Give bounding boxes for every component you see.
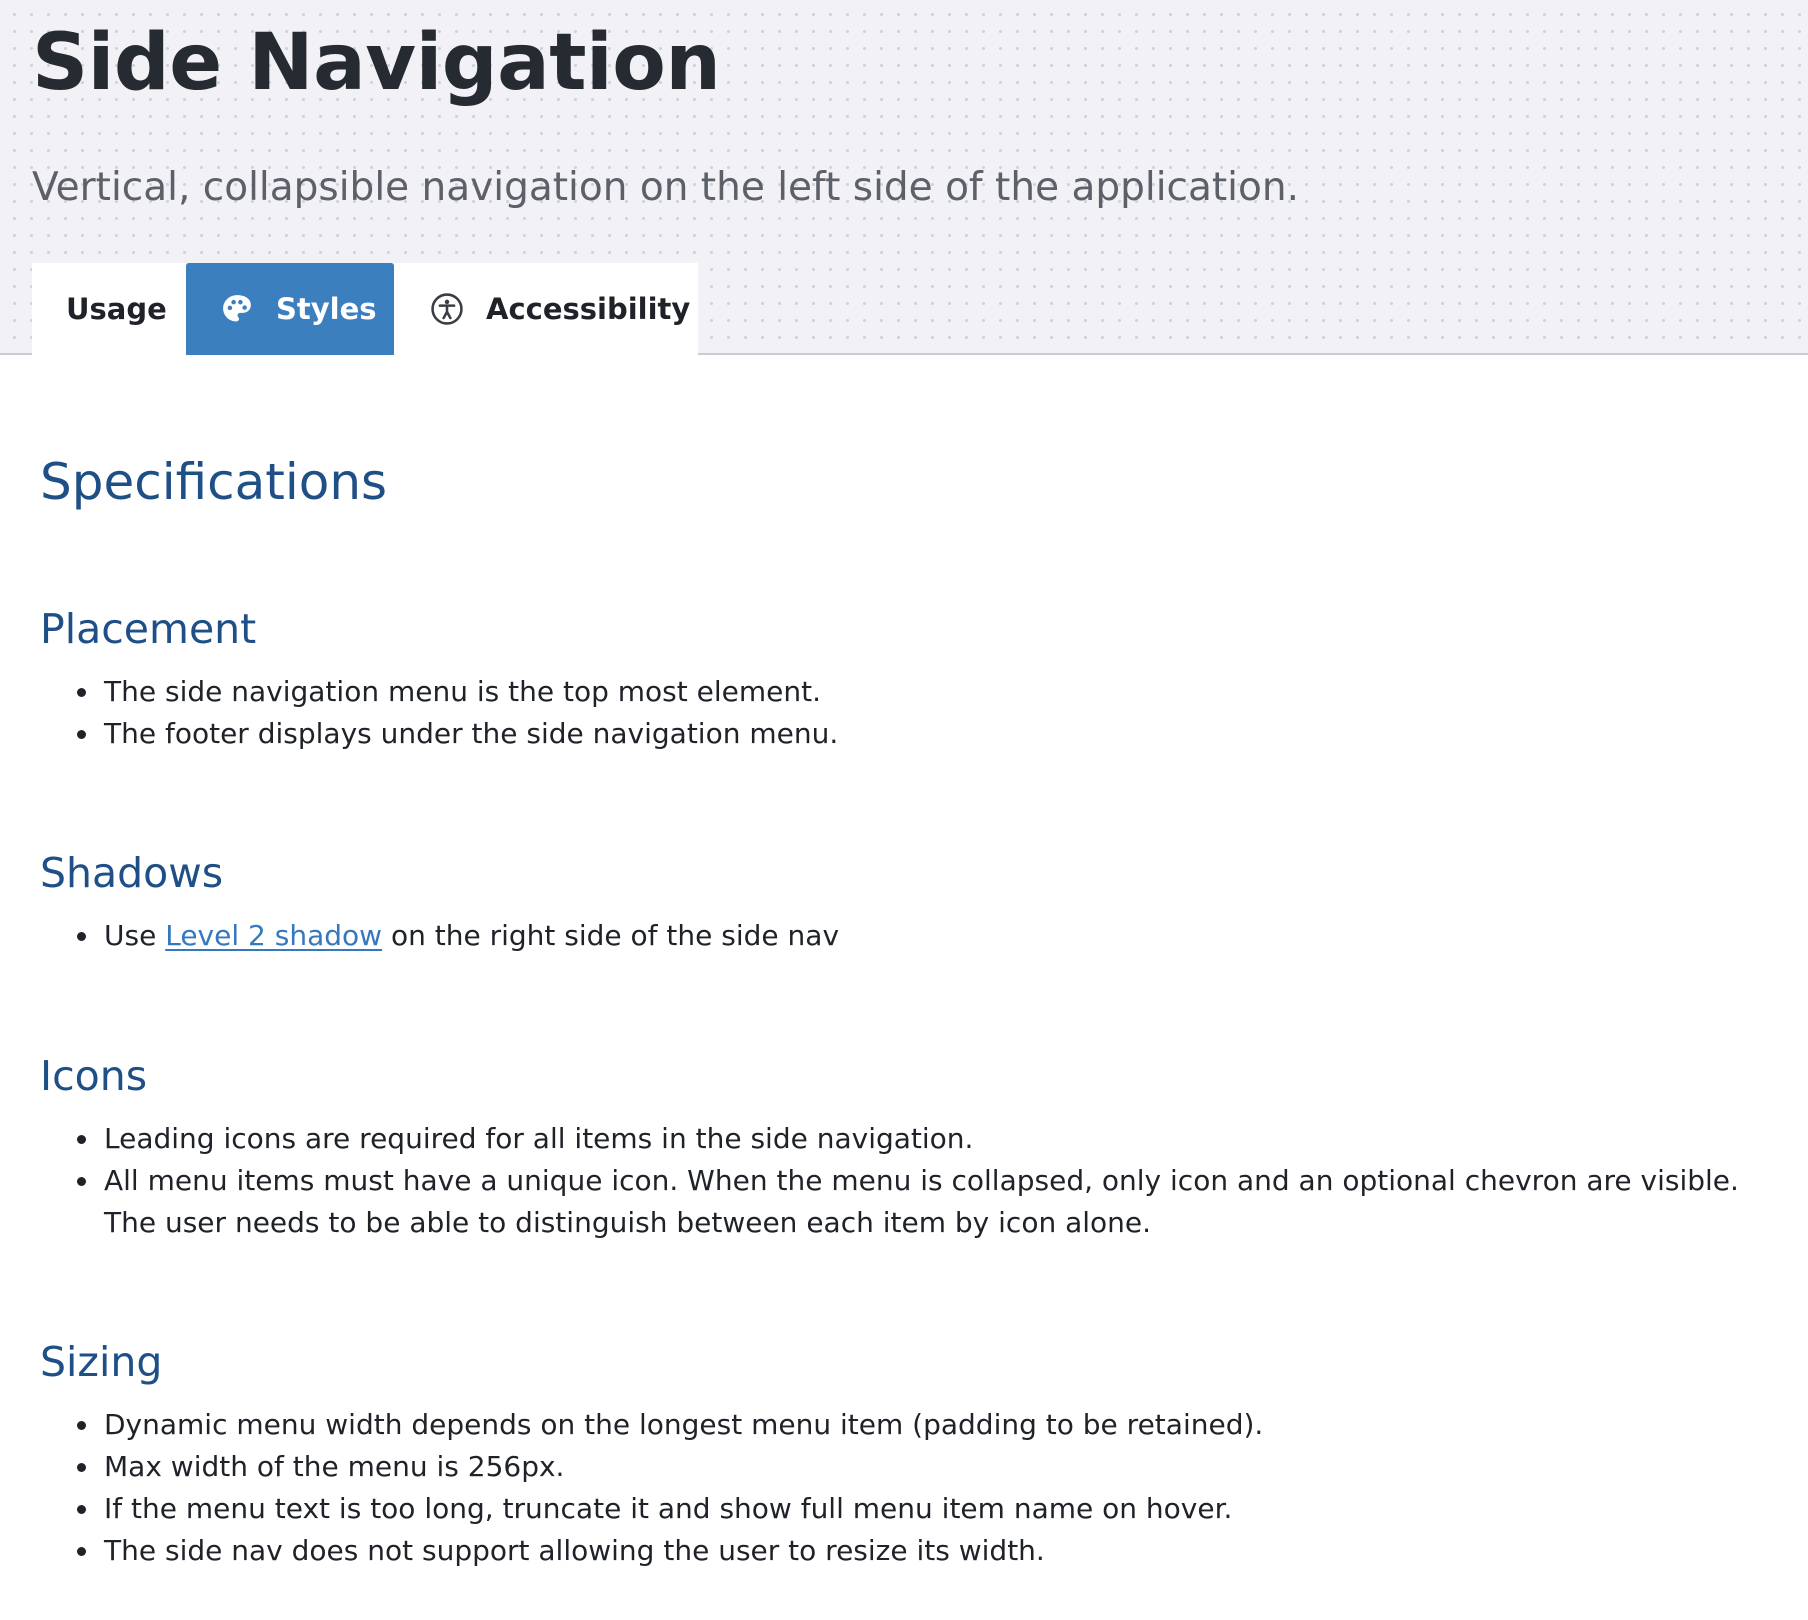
list-item: Leading icons are required for all items in the side navigation.	[40, 1118, 1780, 1160]
sizing-heading: Sizing	[40, 1338, 163, 1386]
placement-heading: Placement	[40, 605, 257, 653]
page-header	[0, 0, 1808, 355]
list-item	[40, 915, 1780, 957]
specifications-heading: Specifications	[40, 453, 388, 511]
shadows-text-prefix: Use	[104, 919, 166, 952]
list-item: The side navigation menu is the top most element.	[40, 671, 1780, 713]
tab-usage[interactable]	[32, 263, 186, 355]
list-item: Dynamic menu width depends on the longest menu item (padding to be retained).	[40, 1404, 1780, 1446]
placement-list	[40, 671, 1780, 755]
list-item: The side nav does not support allowing the user to resize its width.	[40, 1530, 1780, 1572]
tab-usage-label: Usage	[66, 292, 167, 326]
tab-accessibility-label: Accessibility	[486, 292, 691, 326]
shadows-heading: Shadows	[40, 849, 224, 897]
accessibility-icon	[430, 292, 464, 326]
list-item: If the menu text is too long, truncate it and show full menu item name on hover.	[40, 1488, 1780, 1530]
icons-list	[40, 1118, 1780, 1244]
tab-styles-label: Styles	[276, 292, 377, 326]
list-item: Max width of the menu is 256px.	[40, 1446, 1780, 1488]
list-item: All menu items must have a unique icon. When the menu is collapsed, only icon and an optional chevron are visible. The user needs to be able to distinguish between each item by icon alone.	[40, 1160, 1780, 1244]
sizing-list	[40, 1404, 1780, 1572]
shadows-text-suffix: on the right side of the side nav	[382, 919, 840, 952]
page-subtitle: Vertical, collapsible navigation on the left side of the application.	[32, 165, 1299, 210]
level-2-shadow-link[interactable]: Level 2 shadow	[165, 919, 383, 952]
tab-bar	[32, 263, 698, 355]
tab-accessibility[interactable]	[394, 263, 698, 355]
page-title: Side Navigation	[32, 18, 721, 108]
palette-icon	[220, 292, 254, 326]
tab-styles[interactable]	[186, 263, 394, 355]
icons-heading: Icons	[40, 1052, 148, 1100]
shadows-list	[40, 915, 1780, 957]
list-item: The footer displays under the side navigation menu.	[40, 713, 1780, 755]
